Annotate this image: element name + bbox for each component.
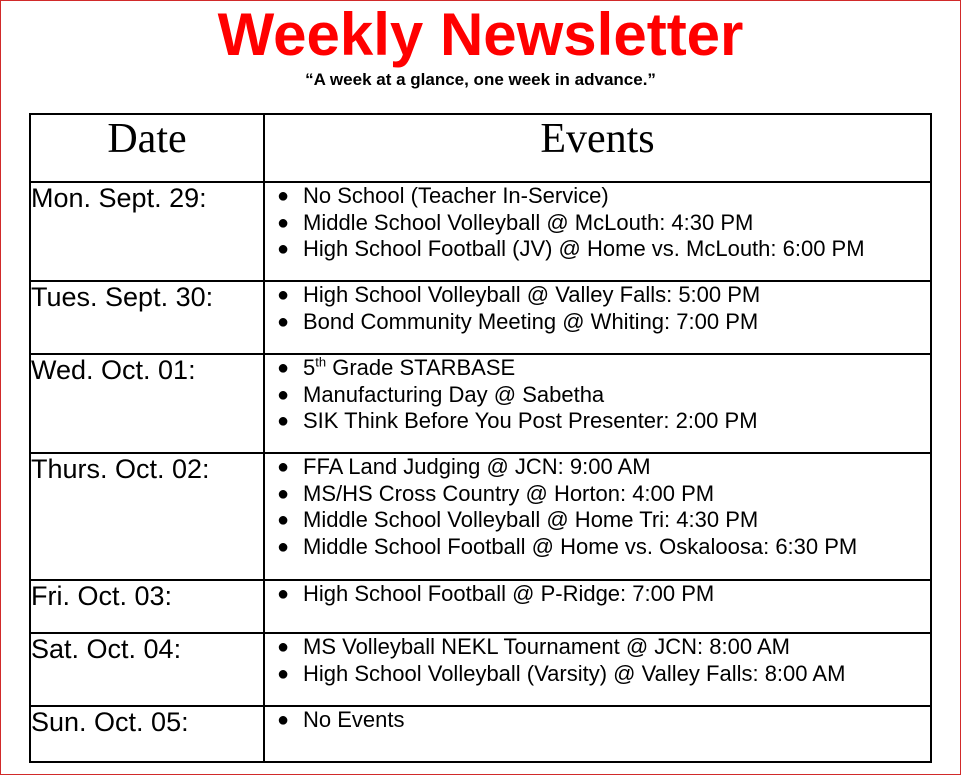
- event-text: High School Football @ P-Ridge: 7:00 PM: [303, 581, 715, 606]
- bullet-dot-icon: ●: [277, 662, 290, 685]
- event-item: [265, 236, 930, 263]
- event-text: No School (Teacher In-Service): [303, 183, 609, 208]
- bullet-dot-icon: ●: [277, 284, 290, 306]
- table-row: [30, 354, 931, 453]
- event-text: MS Volleyball NEKL Tournament @ JCN: 8:00 AM: [303, 634, 790, 659]
- bullet-dot-icon: ●: [277, 310, 290, 333]
- event-item: [265, 707, 930, 734]
- event-list: [265, 183, 930, 263]
- event-text: FFA Land Judging @ JCN: 9:00 AM: [303, 454, 651, 479]
- event-text: Bond Community Meeting @ Whiting: 7:00 PM: [303, 308, 759, 334]
- event-item: [265, 183, 930, 210]
- event-text: [303, 355, 515, 380]
- date-cell: Fri. Oct. 03:: [30, 580, 264, 633]
- event-item: [265, 534, 930, 561]
- table-row: [30, 706, 931, 762]
- date-cell: Sun. Oct. 05:: [30, 706, 264, 762]
- bullet-dot-icon: ●: [277, 238, 290, 261]
- bullet-dot-icon: ●: [277, 636, 290, 658]
- date-cell: Mon. Sept. 29:: [30, 182, 264, 281]
- event-list: [265, 454, 930, 561]
- events-cell: [264, 633, 931, 706]
- event-item: [265, 507, 930, 534]
- date-cell: Wed. Oct. 01:: [30, 354, 264, 453]
- bullet-dot-icon: ●: [277, 536, 290, 559]
- bullet-dot-icon: ●: [277, 583, 290, 605]
- bullet-dot-icon: ●: [277, 357, 290, 379]
- date-cell: Tues. Sept. 30:: [30, 281, 264, 354]
- events-cell: [264, 182, 931, 281]
- event-text: No Events: [303, 707, 405, 732]
- event-item: [265, 634, 930, 661]
- table-row: [30, 281, 931, 354]
- table-row: [30, 580, 931, 633]
- header-row: [30, 114, 931, 182]
- ordinal-suffix: th: [315, 354, 327, 370]
- event-text: Middle School Football @ Home vs. Oskaloosa: 6:30 PM: [303, 534, 858, 560]
- event-item: [265, 309, 930, 336]
- bullet-dot-icon: ●: [277, 383, 290, 406]
- event-list: [265, 282, 930, 335]
- bullet-dot-icon: ●: [277, 211, 290, 234]
- event-text: SIK Think Before You Post Presenter: 2:00 PM: [303, 408, 758, 434]
- event-item: [265, 481, 930, 508]
- event-text: Middle School Volleyball @ Home Tri: 4:30 PM: [303, 507, 759, 533]
- schedule-body: [30, 182, 931, 762]
- events-cell: [264, 580, 931, 633]
- bullet-dot-icon: ●: [277, 509, 290, 532]
- bullet-dot-icon: ●: [277, 456, 290, 478]
- bullet-dot-icon: ●: [277, 410, 290, 433]
- events-cell: [264, 453, 931, 580]
- bullet-dot-icon: ●: [277, 482, 290, 505]
- event-item: [265, 282, 930, 309]
- event-item: [265, 661, 930, 688]
- schedule-table: [29, 113, 932, 763]
- table-row: [30, 182, 931, 281]
- newsletter-title: Weekly Newsletter: [217, 1, 744, 68]
- table-row: [30, 453, 931, 580]
- date-column-header: Date: [30, 114, 264, 182]
- event-text: High School Volleyball @ Valley Falls: 5:00 PM: [303, 282, 761, 307]
- event-list: [265, 581, 930, 608]
- event-item: [265, 210, 930, 237]
- table-row: [30, 633, 931, 706]
- event-text: MS/HS Cross Country @ Horton: 4:00 PM: [303, 480, 715, 506]
- event-item: [265, 382, 930, 409]
- events-cell: [264, 706, 931, 762]
- event-list: [265, 634, 930, 687]
- event-item: [265, 581, 930, 608]
- event-text-part: Grade STARBASE: [326, 355, 516, 380]
- event-list: [265, 355, 930, 435]
- events-column-header: Events: [264, 114, 931, 182]
- event-item: [265, 355, 930, 382]
- events-cell: [264, 354, 931, 453]
- event-text: Manufacturing Day @ Sabetha: [303, 381, 605, 407]
- bullet-dot-icon: ●: [277, 185, 290, 207]
- event-text: High School Football (JV) @ Home vs. McLouth: 6:00 PM: [303, 236, 865, 262]
- newsletter-subtitle: “A week at a glance, one week in advance.”: [305, 70, 656, 89]
- date-cell: Sat. Oct. 04:: [30, 633, 264, 706]
- events-cell: [264, 281, 931, 354]
- event-text: Middle School Volleyball @ McLouth: 4:30 PM: [303, 209, 754, 235]
- event-text-part: 5: [303, 355, 316, 380]
- event-item: [265, 454, 930, 481]
- bullet-dot-icon: ●: [277, 709, 290, 731]
- event-list: [265, 707, 930, 734]
- event-item: [265, 408, 930, 435]
- date-cell: Thurs. Oct. 02:: [30, 453, 264, 580]
- event-text: High School Volleyball (Varsity) @ Valley Falls: 8:00 AM: [303, 660, 846, 686]
